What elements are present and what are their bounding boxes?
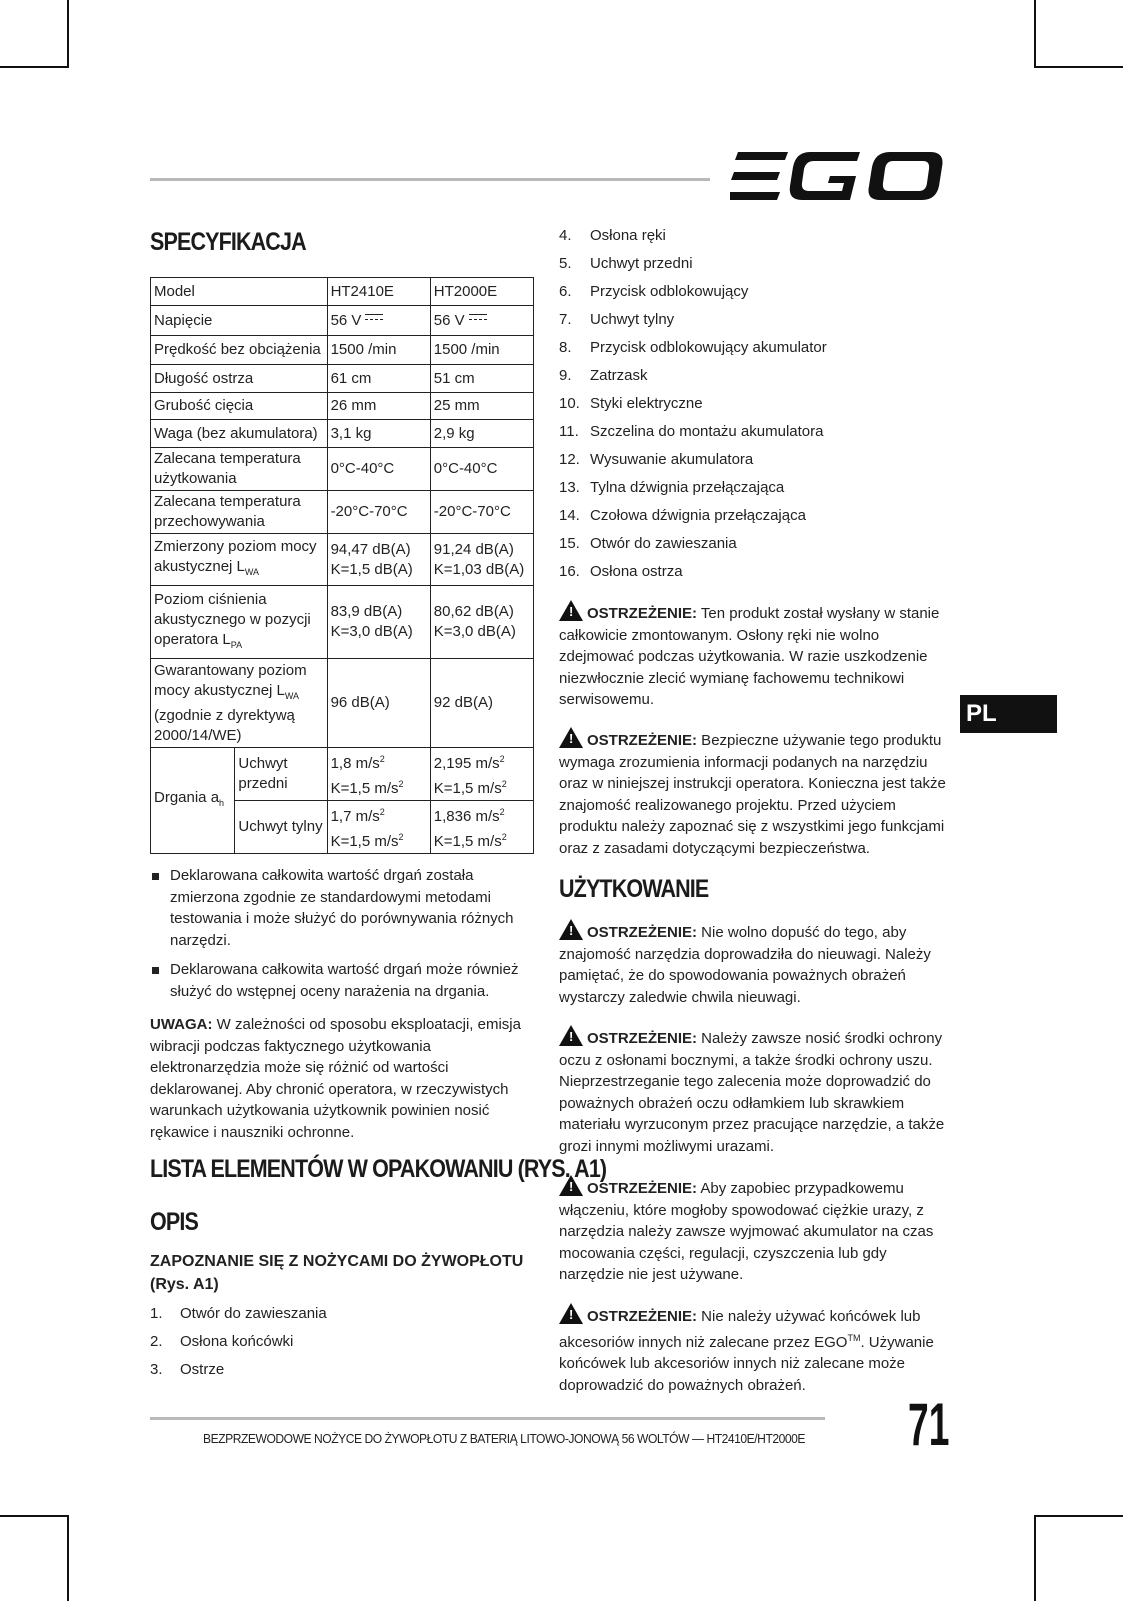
note-paragraph: UWAGA: W zależności od sposobu eksploatacji, emisja wibracji podczas faktycznego użytkowania elektronarzędzia może się różnić od wartości deklarowanej. Aby chronić operatora, w rzeczywistych warunkach użytkowania użytkownik powinien nosić rękawice i nauszniki ochronne. [150, 1016, 521, 1141]
table-cell: 3,1 kg [327, 420, 430, 448]
page-number: 71 [908, 1391, 950, 1458]
table-cell: Zalecana temperatura przechowywania [151, 491, 328, 534]
warning-icon: ! [559, 1303, 583, 1324]
list-item: 10. Styki elektryczne [559, 395, 703, 412]
spec-table [150, 277, 534, 854]
parts-list [150, 1300, 530, 1384]
table-cell: 2,195 $m/s^2$ K=1,5 $m/s^2$ [430, 748, 533, 801]
dc-symbol-icon [365, 314, 383, 323]
table-cell: Uchwyt przedni [235, 748, 327, 801]
list-item: 1. Otwór do zawieszania [150, 1305, 327, 1322]
table-cell: Waga (bez akumulatora) [151, 420, 328, 448]
table-cell: Uchwyt tylny [235, 801, 327, 854]
footer-rule [150, 1417, 825, 1420]
table-cell: 25 mm [430, 393, 533, 420]
warning-paragraph: ! OSTRZEŻENIE: Nie wolno dopuść do tego, aby znajomość narzędzia doprowadziła do nieuwagi. Należy pamiętać, że do spowodowania poważnych obrażeń wystarczy zaledwie chwila nieuwagi. [559, 919, 949, 1008]
usage-heading: UŻYTKOWANIE [559, 875, 709, 903]
table-cell: -20°C-70°C [327, 491, 430, 534]
list-item: 16. Osłona ostrza [559, 563, 683, 580]
warning-paragraph: ! OSTRZEŻENIE: Aby zapobiec przypadkowemu włączeniu, które mogłoby spowodować ciężkie urazy, z narzędzia należy zawsze wyjmować akumulator na czas mocowania części, regulacji, czyszczenia lub gdy narzędzie nie jest używane. [559, 1175, 949, 1286]
table-cell: Zmierzony poziom mocy akustycznej $L_{WA}$ [151, 534, 328, 586]
table-cell: HT2410E [327, 278, 430, 306]
table-cell: -20°C-70°C [430, 491, 533, 534]
table-cell: 2,9 kg [430, 420, 533, 448]
list-item: Deklarowana całkowita wartość drgań została zmierzona zgodnie ze standardowymi metodami testowania i może służyć do porównywania różnych narzędzi. [150, 865, 536, 951]
footer-text: BEZPRZEWODOWE NOŻYCE DO ŻYWOPŁOTU Z BATERIĄ LITOWO-JONOWĄ 56 WOLTÓW — HT2410E/HT2000E [203, 1431, 806, 1446]
warning-paragraph: ! OSTRZEŻENIE: Nie należy używać końcówek lub akcesoriów innych niż zalecane przez EGO™. Używanie końcówek lub akcesoriów innych niż zalecane może doprowadzić do poważnych obrażeń. [559, 1303, 949, 1396]
table-cell: Gwarantowany poziom mocy akustycznej $L_{WA}$ (zgodnie z dyrektywą 2000/14/WE) [151, 659, 328, 748]
table-cell: 56 V [430, 306, 533, 336]
table-cell: 94,47 dB(A) K=1,5 dB(A) [327, 534, 430, 586]
list-item: 7. Uchwyt tylny [559, 311, 675, 328]
table-cell: 96 dB(A) [327, 659, 430, 748]
list-item: 11. Szczelina do montażu akumulatora [559, 423, 824, 440]
table-cell: Długość ostrza [151, 365, 328, 393]
header-rule [150, 178, 710, 181]
table-cell: 56 V [327, 306, 430, 336]
crop-mark [67, 0, 69, 68]
table-cell: Napięcie [151, 306, 328, 336]
contents-heading: LISTA ELEMENTÓW W OPAKOWANIU (RYS. A1) [150, 1155, 607, 1183]
table-cell: Zalecana temperatura użytkowania [151, 448, 328, 491]
table-cell: 1500 /min [430, 336, 533, 365]
spec-heading: SPECYFIKACJA [150, 228, 306, 256]
table-cell: 91,24 dB(A) K=1,03 dB(A) [430, 534, 533, 586]
table-cell: Model [151, 278, 328, 306]
table-cell: 0°C-40°C [430, 448, 533, 491]
list-item: 13. Tylna dźwignia przełączająca [559, 479, 785, 496]
table-cell: 1,7 $m/s^2$ K=1,5 $m/s^2$ [327, 801, 430, 854]
list-item: 6. Przycisk odblokowujący [559, 283, 749, 300]
list-item: 8. Przycisk odblokowujący akumulator [559, 339, 827, 356]
subheading: ZAPOZNANIE SIĘ Z NOŻYCAMI DO ŻYWOPŁOTU (Rys. A1) [150, 1253, 524, 1293]
dc-symbol-icon [469, 314, 487, 323]
table-cell: Prędkość bez obciążenia [151, 336, 328, 365]
table-cell: 1500 /min [327, 336, 430, 365]
warning-icon: ! [559, 1025, 583, 1046]
crop-mark [1034, 66, 1123, 68]
table-cell: 80,62 dB(A) K=3,0 dB(A) [430, 586, 533, 659]
table-cell: 61 cm [327, 365, 430, 393]
warning-icon: ! [559, 727, 583, 748]
table-cell: 1,8 $m/s^2$ K=1,5 $m/s^2$ [327, 748, 430, 801]
description-heading: OPIS [150, 1208, 198, 1236]
table-cell: Poziom ciśnienia akustycznego w pozycji operatora $L_{PA}$ [151, 586, 328, 659]
warning-icon: ! [559, 919, 583, 940]
table-cell: 26 mm [327, 393, 430, 420]
vibration-notes [150, 865, 536, 1010]
crop-mark [1034, 1515, 1036, 1601]
warning-icon: ! [559, 1175, 583, 1196]
bullet-icon [152, 873, 159, 880]
list-item: 15. Otwór do zawieszania [559, 535, 737, 552]
table-cell: Grubość cięcia [151, 393, 328, 420]
crop-mark [1034, 1515, 1123, 1517]
table-cell: Drgania $a_h$ [151, 748, 235, 854]
list-item: 4. Osłona ręki [559, 227, 666, 244]
list-item: 2. Osłona końcówki [150, 1333, 294, 1350]
table-cell: 92 dB(A) [430, 659, 533, 748]
crop-mark [0, 1515, 68, 1517]
table-cell: 83,9 dB(A) K=3,0 dB(A) [327, 586, 430, 659]
table-cell: 51 cm [430, 365, 533, 393]
list-item: 12. Wysuwanie akumulatora [559, 451, 754, 468]
list-item: 9. Zatrzask [559, 367, 648, 384]
list-item: Deklarowana całkowita wartość drgań może również służyć do wstępnej oceny narażenia na drgania. [150, 959, 536, 1002]
crop-mark [67, 1515, 69, 1601]
bullet-icon [152, 967, 159, 974]
crop-mark [1034, 0, 1036, 68]
parts-list [559, 222, 939, 586]
warning-paragraph: ! OSTRZEŻENIE: Należy zawsze nosić środki ochrony oczu z osłonami bocznymi, a także środki ochrony uszu. Nieprzestrzeganie tego zalecenia może doprowadzić do poważnych obrażeń oczu odłamkiem lub skrawkiem materiału wyrzuconym przez pracujące narzędzie, a także grozi innymi możliwymi urazami. [559, 1025, 949, 1157]
table-cell: 1,836 $m/s^2$ K=1,5 $m/s^2$ [430, 801, 533, 854]
list-item: 3. Ostrze [150, 1361, 225, 1378]
crop-mark [0, 66, 68, 68]
warning-icon: ! [559, 600, 583, 621]
table-cell: HT2000E [430, 278, 533, 306]
ego-logo [730, 150, 945, 202]
list-item: 5. Uchwyt przedni [559, 255, 693, 272]
language-tab: PL [960, 695, 1057, 733]
warning-paragraph: ! OSTRZEŻENIE: Bezpieczne używanie tego produktu wymaga zrozumienia informacji podanych na narzędziu oraz w niniejszej instrukcji operatora. Konieczna jest także znajomość realizowanego projektu. Przed użyciem produktu należy zapoznać się z wszystkimi jego funkcjami oraz z zasadami dotyczącymi bezpieczeństwa. [559, 727, 949, 859]
warning-paragraph: ! OSTRZEŻENIE: Ten produkt został wysłany w stanie całkowicie zmontowanym. Osłony ręki nie wolno zdejmować podczas użytkowania. W razie uszkodzenie niezwłocznie zlecić wymianę fachowemu technikowi serwisowemu. [559, 600, 949, 711]
list-item: 14. Czołowa dźwignia przełączająca [559, 507, 806, 524]
table-cell: 0°C-40°C [327, 448, 430, 491]
